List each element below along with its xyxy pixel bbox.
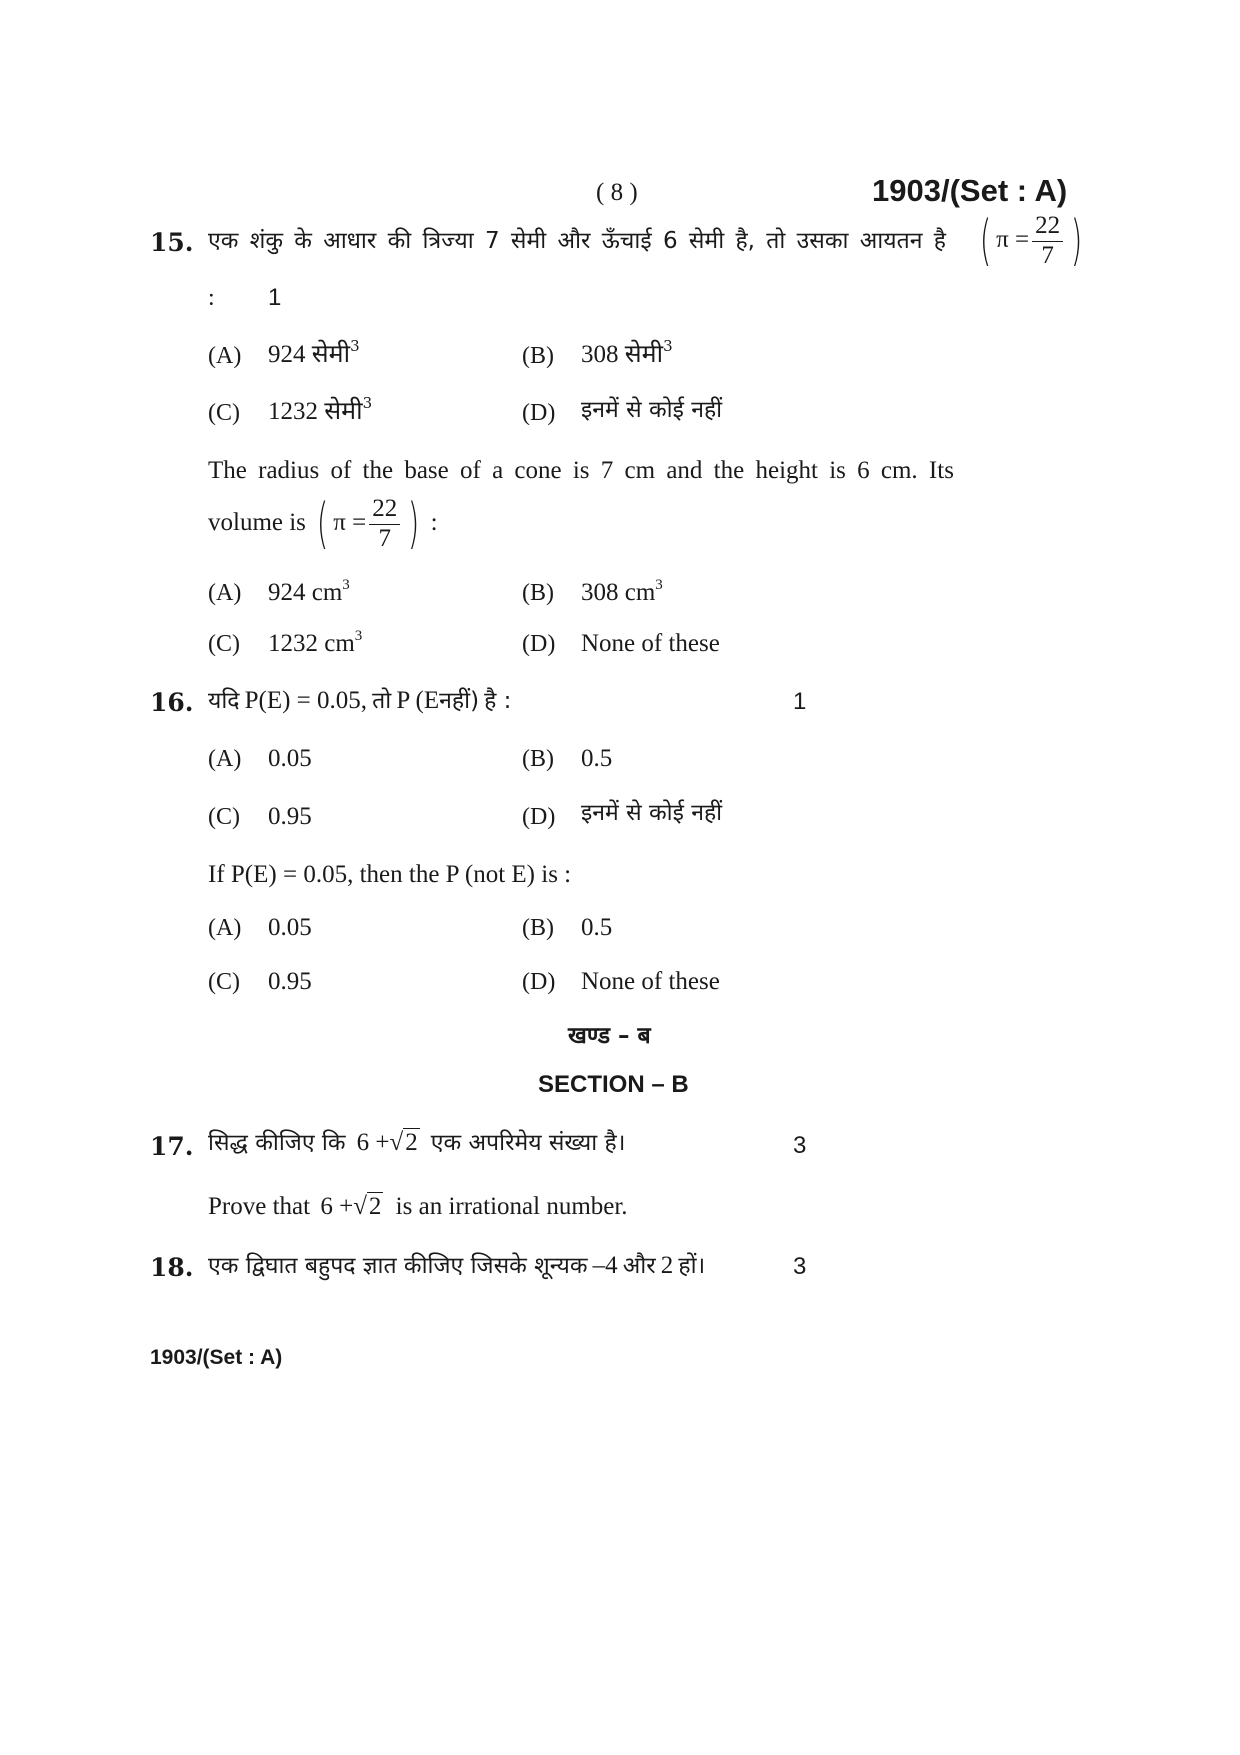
option-value: 0.05: [268, 745, 312, 772]
option-text: 1232 सेमी: [268, 398, 363, 425]
text-fragment: P (E: [396, 687, 440, 714]
question-number: 15.: [150, 228, 194, 257]
option-text: 924 cm: [268, 579, 343, 606]
superscript: 3: [663, 337, 673, 355]
question-text-hindi: एक शंकु के आधार की त्रिज्या 7 सेमी और ऊँचाई 6 सेमी है, तो उसका आयतन है: [208, 228, 946, 254]
text-fragment: यदि: [208, 688, 240, 714]
option-text: 308 cm: [581, 579, 656, 606]
pi-label: π =: [996, 225, 1030, 253]
text-fragment: एक अपरिमेय संख्या है।: [430, 1130, 626, 1156]
option-value: [268, 577, 350, 606]
option-label: (D): [522, 804, 556, 830]
option-label: (A): [208, 746, 242, 772]
option-value: इनमें से कोई नहीं: [581, 397, 723, 423]
option-value: [581, 577, 663, 606]
question-number: 18.: [150, 1253, 194, 1282]
option-text: 308 सेमी: [581, 341, 664, 368]
option-value: इनमें से कोई नहीं: [581, 800, 723, 826]
marks: 1: [268, 284, 282, 311]
text-fragment: is an irrational number.: [395, 1193, 628, 1220]
option-value: None of these: [581, 968, 720, 995]
option-label: (B): [522, 580, 554, 606]
text-fragment: है :: [484, 688, 512, 714]
option-value: [268, 337, 360, 368]
fraction-numerator: 22: [369, 495, 400, 525]
math-text: 6 +: [356, 1129, 390, 1156]
option-value: 0.95: [268, 968, 312, 995]
section-title-hindi: खण्ड – ब: [568, 1023, 651, 1049]
option-text: 924 सेमी: [268, 341, 351, 368]
option-label: (A): [208, 915, 242, 941]
radicand: 2: [368, 1193, 382, 1220]
option-label: (D): [522, 631, 556, 657]
text-fragment: हों।: [678, 1253, 706, 1279]
option-value: 0.05: [268, 914, 312, 941]
question-text-english: The radius of the base of a cone is 7 cm and the height is 6 cm. Its: [208, 457, 954, 484]
square-root: √2: [353, 1193, 382, 1220]
text-fragment: एक द्विघात बहुपद ज्ञात कीजिए जिसके शून्यक: [208, 1253, 588, 1279]
fraction-numerator: 22: [1032, 212, 1063, 242]
footer-code: 1903/(Set : A): [150, 1346, 283, 1369]
marks: 3: [793, 1132, 807, 1159]
option-label: (C): [208, 631, 240, 657]
option-label: (D): [522, 400, 556, 426]
question-number: 16.: [150, 688, 194, 717]
option-label: (B): [522, 746, 554, 772]
option-label: (A): [208, 343, 242, 369]
question-number: 17.: [150, 1132, 194, 1161]
math-text: –4: [592, 1252, 618, 1279]
superscript: 3: [342, 577, 350, 593]
text-fragment: तो: [372, 688, 392, 714]
text-fragment: P(E) = 0.05,: [244, 687, 368, 714]
option-label: (D): [522, 969, 556, 995]
question-text-hindi: [208, 1130, 625, 1155]
option-label: (B): [522, 343, 554, 369]
option-label: (A): [208, 580, 242, 606]
superscript: 3: [350, 337, 360, 355]
option-value: 0.5: [581, 745, 613, 772]
math-text: 2: [660, 1252, 674, 1279]
superscript: 3: [362, 394, 373, 412]
question-text-english: [208, 1194, 628, 1219]
page-number: ( 8 ): [596, 179, 638, 206]
text-fragment: volume is: [208, 508, 306, 536]
radicand: 2: [405, 1129, 418, 1156]
option-value: [268, 628, 363, 657]
option-label: (C): [208, 804, 240, 830]
math-text: 6 +: [320, 1193, 354, 1220]
superscript: 3: [655, 577, 663, 593]
fraction-denominator: 7: [1041, 241, 1054, 269]
text-fragment: नहीं): [439, 688, 480, 714]
option-value: [581, 337, 673, 368]
square-root: √2: [389, 1129, 418, 1156]
option-value: None of these: [581, 630, 720, 657]
option-text: 1232 cm: [268, 630, 355, 657]
question-text-english: If P(E) = 0.05, then the P (not E) is :: [208, 861, 572, 888]
option-value: 0.5: [581, 914, 613, 941]
section-title-english: SECTION – B: [538, 1071, 689, 1098]
fraction-denominator: 7: [378, 524, 391, 552]
text-fragment: और: [622, 1253, 656, 1279]
marks-colon: :: [208, 285, 215, 311]
option-value: 0.95: [268, 803, 312, 830]
option-label: (C): [208, 400, 240, 426]
text-fragment: :: [430, 508, 438, 536]
paper-code: 1903/(Set : A): [872, 173, 1068, 208]
text-fragment: सिद्ध कीजिए कि: [208, 1130, 346, 1156]
text-fragment: Prove that: [208, 1193, 311, 1220]
option-label: (C): [208, 969, 240, 995]
pi-label: π =: [333, 508, 367, 536]
superscript: 3: [354, 628, 363, 644]
question-text-hindi: [208, 688, 511, 713]
pi-expression: ( π = $\frac{22}{7}$ ): [979, 209, 1083, 273]
option-label: (B): [522, 915, 554, 941]
question-text-english-2: volume is ( π = $\frac{22}{7}$ ) :: [208, 492, 438, 556]
marks: 1: [793, 688, 807, 715]
option-value: [268, 394, 373, 425]
marks: 3: [793, 1253, 807, 1280]
question-text-hindi: [208, 1253, 705, 1278]
